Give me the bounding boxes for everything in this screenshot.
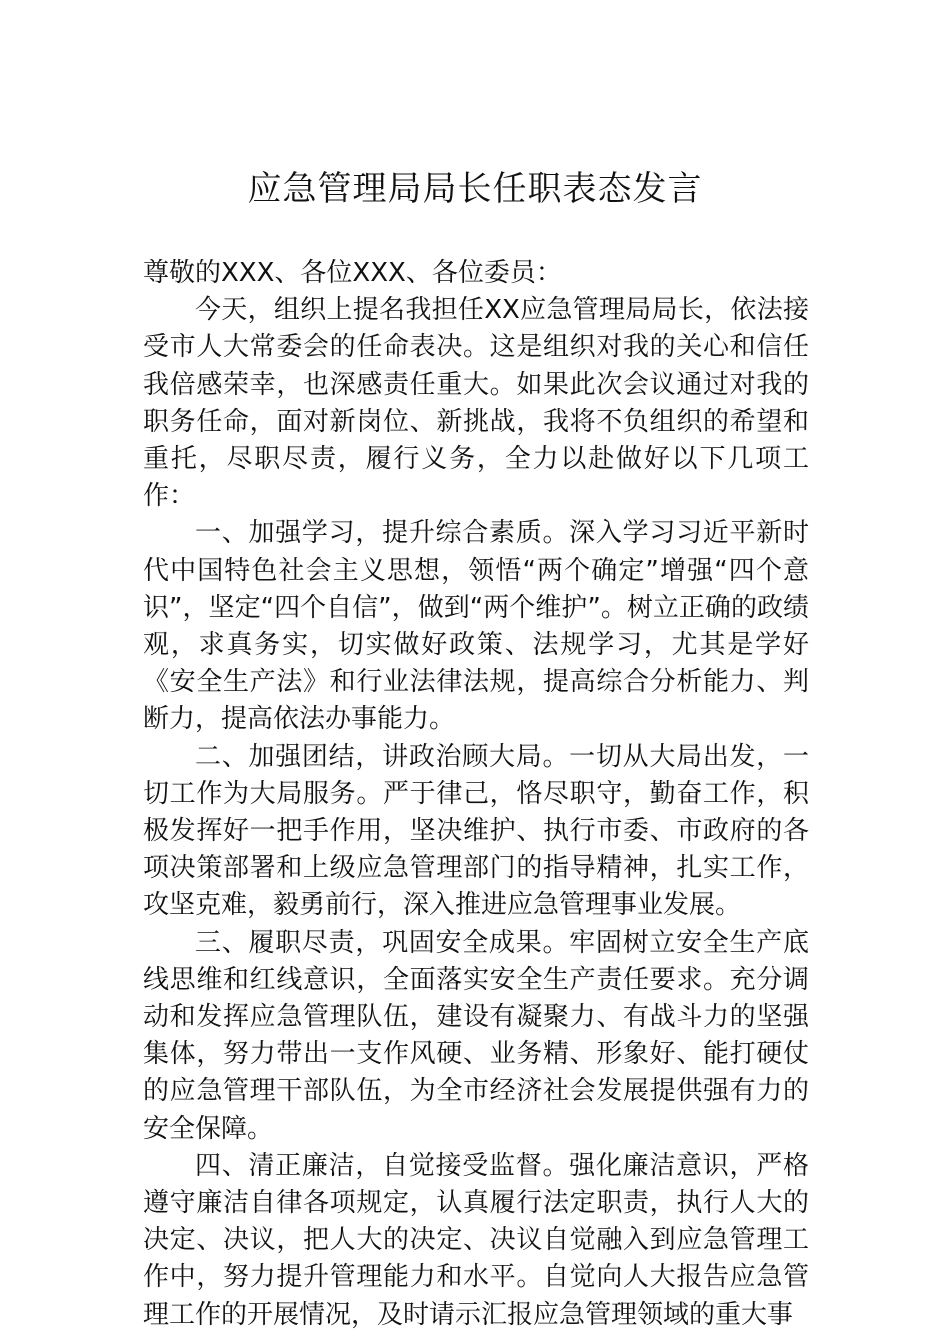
paragraph-integrity: 四、清正廉洁，自觉接受监督。强化廉洁意识，严格遵守廉洁自律各项规定，认真履行法定职责，执行人大的决定、决议，把人大的决定、决议自觉融入到应急管理工作中，努力提升管理能力和水平。自觉向人大报告应急管理工作的开展情况，及时请示汇报应急管理领域的重大事 bbox=[143, 1150, 809, 1330]
document-title: 应急管理局局长任职表态发言 bbox=[247, 169, 703, 209]
paragraph-duty: 三、履职尽责，巩固安全成果。牢固树立安全生产底线思维和红线意识，全面落实安全生产责任要求。充分调动和发挥应急管理队伍，建设有凝聚力、有战斗力的坚强集体，努力带出一支作风硬、业务精、形象好、能打硬仗的应急管理干部队伍，为全市经济社会发展提供强有力的安全保障。 bbox=[143, 927, 809, 1144]
document-body bbox=[143, 255, 809, 1334]
paragraph-unity: 二、加强团结，讲政治顾大局。一切从大局出发，一切工作为大局服务。严于律己，恪尽职守，勤奋工作，积极发挥好一把手作用，坚决维护、执行市委、市政府的各项决策部署和上级应急管理部门的指导精神，扎实工作，攻坚克难，毅勇前行，深入推进应急管理事业发展。 bbox=[143, 741, 809, 921]
salutation: 尊敬的XXX、各位XXX、各位委员： bbox=[143, 258, 562, 288]
paragraph-study: 一、加强学习，提升综合素质。深入学习习近平新时代中国特色社会主义思想，领悟“两个确定”增强“四个意识”，坚定“四个自信”，做到“两个维护”。树立正确的政绩观，求真务实，切实做好政策、法规学习，尤其是学好《安全生产法》和行业法律法规，提高综合分析能力、判断力，提高依法办事能力。 bbox=[143, 518, 809, 735]
paragraph-intro: 今天，组织上提名我担任XX应急管理局局长，依法接受市人大常委会的任命表决。这是组织对我的关心和信任我倍感荣幸，也深感责任重大。如果此次会议通过对我的职务任命，面对新岗位、新挑战，我将不负组织的希望和重托，尽职尽责，履行义务，全力以赴做好以下几项工作： bbox=[143, 295, 809, 512]
